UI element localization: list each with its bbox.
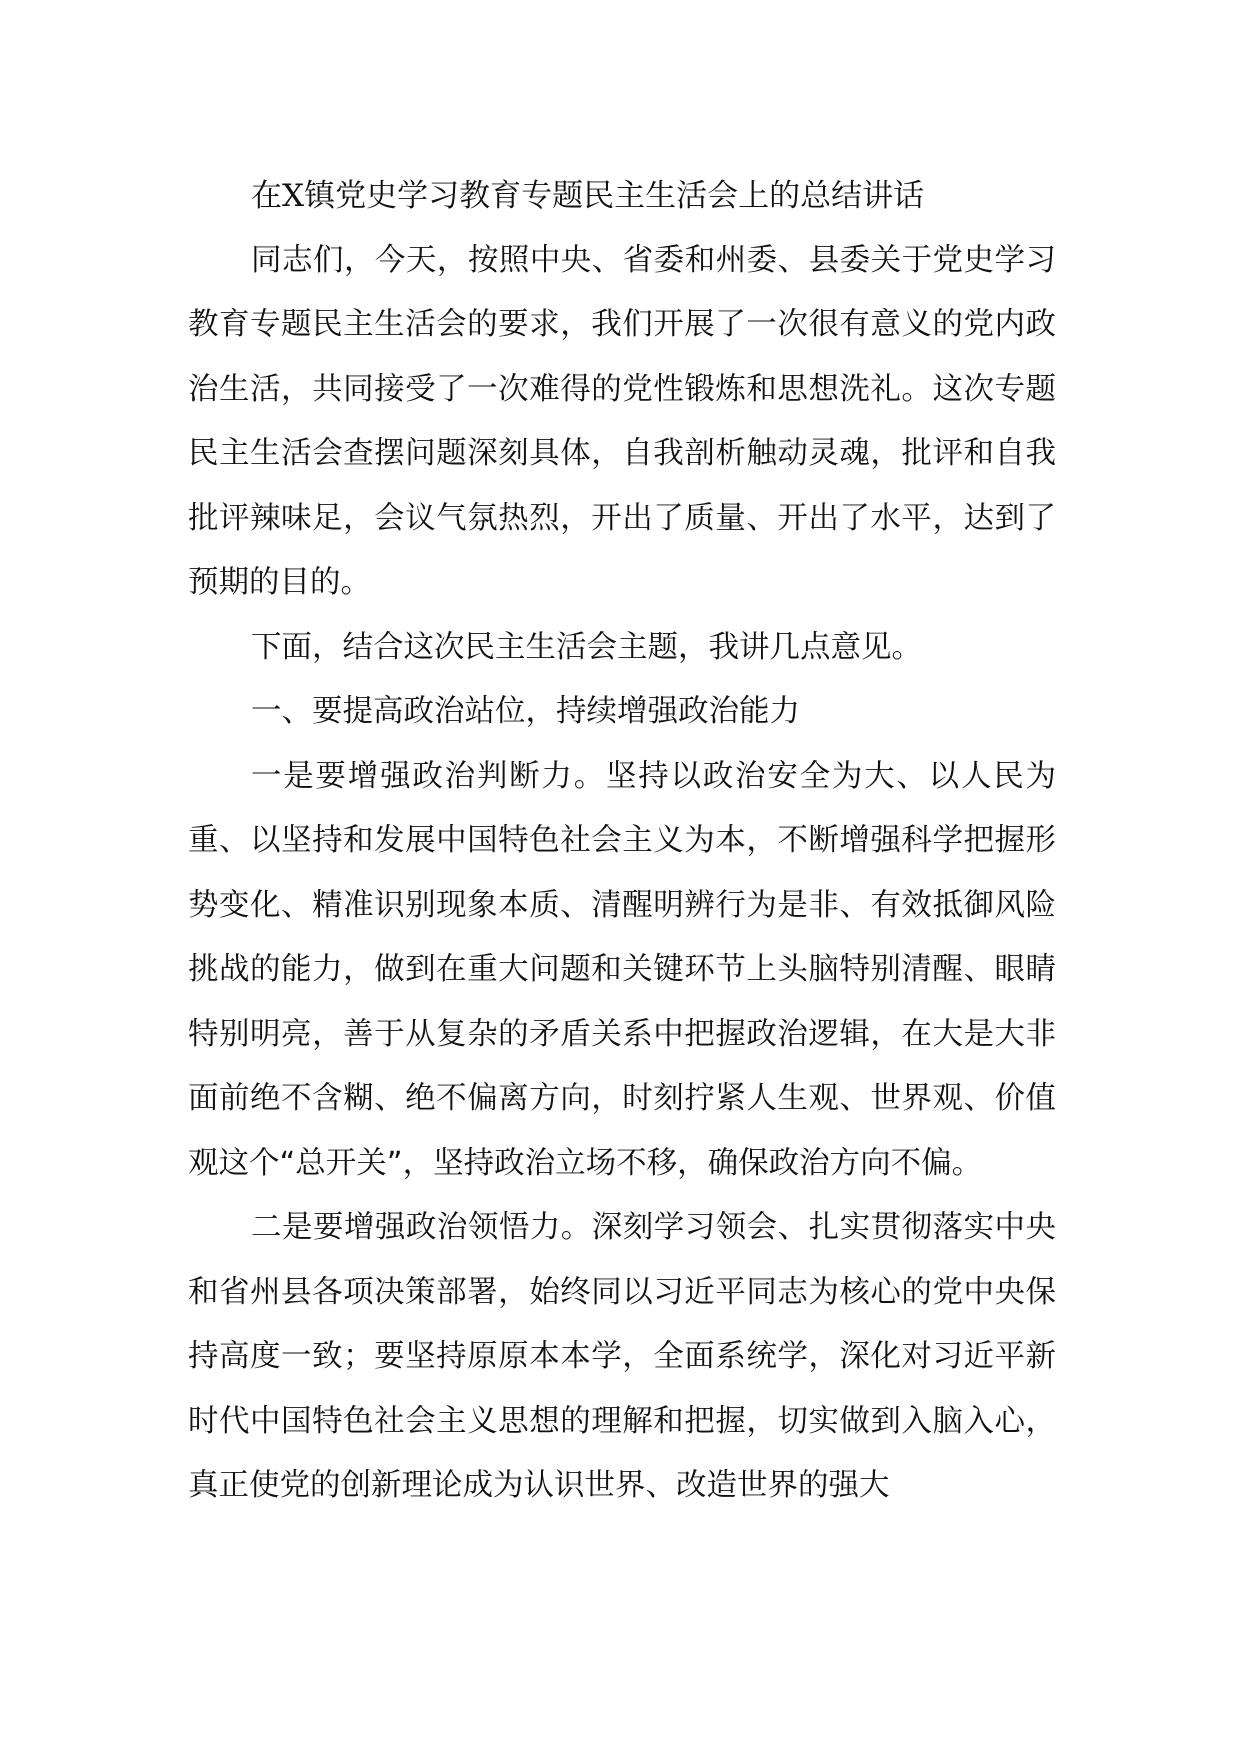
paragraph-transition: 下面，结合这次民主生活会主题，我讲几点意见。	[251, 629, 922, 665]
document-body	[188, 164, 1056, 1519]
paragraph-point-2: 二是要增强政治领悟力。深刻学习领会、扎实贯彻落实中央和省州县各项决策部署，始终同以习近平同志为核心的党中央保持高度一致；要坚持原原本本学，全面系统学，深化对习近平新时代中国特色社会主义思想的理解和把握，切实做到入脑入心，真正使党的创新理论成为认识世界、改造世界的强大	[188, 1210, 1056, 1503]
paragraph-point-1: 一是要增强政治判断力。坚持以政治安全为大、以人民为重、以坚持和发展中国特色社会主义为本，不断增强科学把握形势变化、精准识别现象本质、清醒明辨行为是非、有效抵御风险挑战的能力，做到在重大问题和关键环节上头脑特别清醒、眼睛特别明亮，善于从复杂的矛盾关系中把握政治逻辑，在大是大非面前绝不含糊、绝不偏离方向，时刻拧紧人生观、世界观、价值观这个“总开关”，坚持政治立场不移，确保政治方向不偏。	[188, 758, 1056, 1181]
paragraph-opening: 同志们，今天，按照中央、省委和州委、县委关于党史学习教育专题民主生活会的要求，我们开展了一次很有意义的党内政治生活，共同接受了一次难得的党性锻炼和思想洗礼。这次专题民主生活会查摆问题深刻具体，自我剖析触动灵魂，批评和自我批评辣味足，会议气氛热烈，开出了质量、开出了水平，达到了预期的目的。	[188, 242, 1056, 600]
section-heading-1: 一、要提高政治站位，持续增强政治能力	[251, 694, 800, 729]
document-title: 在X镇党史学习教育专题民主生活会上的总结讲话	[251, 178, 925, 214]
